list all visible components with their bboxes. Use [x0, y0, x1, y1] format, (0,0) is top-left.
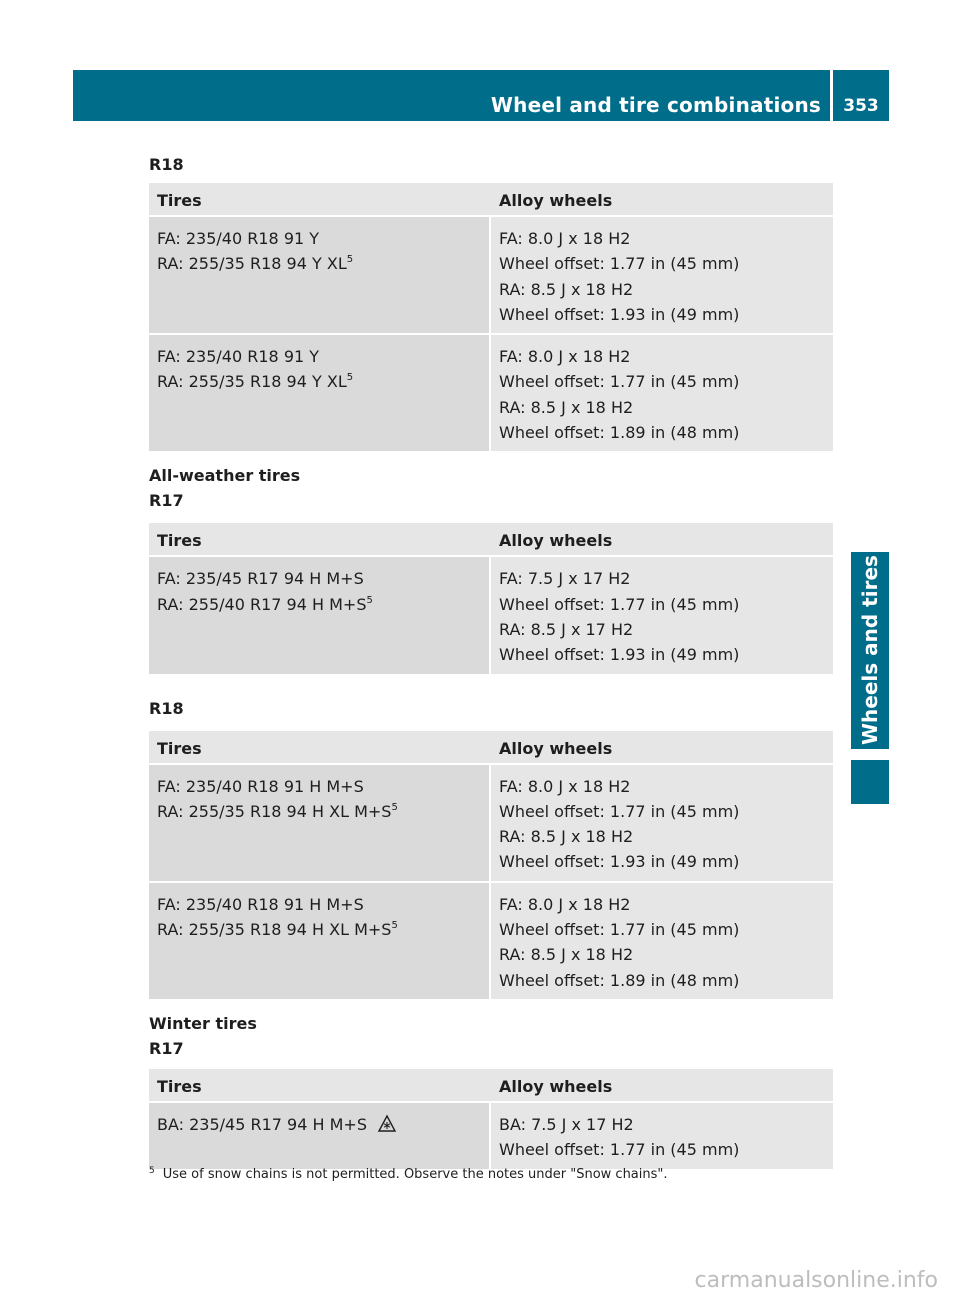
spacer [149, 721, 833, 731]
col-header-tires: Tires [157, 531, 202, 551]
col-header-tires: Tires [157, 738, 202, 758]
tire-line: FA: 235/40 R18 91 Y [157, 347, 320, 367]
spacer [149, 999, 833, 1011]
section-label: R17 [149, 491, 184, 511]
col-header-tires: Tires [157, 191, 202, 210]
tire-line: FA: 235/45 R17 94 H M+S [157, 569, 364, 589]
wheel-line: Wheel offset: 1.77 in (45 mm) [499, 1140, 740, 1160]
side-tab-label: Wheels and tires [858, 555, 882, 746]
col-header-wheels: Alloy wheels [499, 1076, 613, 1096]
table-row [149, 557, 833, 673]
table-row [149, 765, 833, 881]
footnote [149, 1166, 668, 1184]
table-row [149, 883, 833, 999]
table-header [149, 183, 833, 215]
tire-line [157, 1112, 481, 1137]
footnote-ref: 5 [366, 594, 373, 606]
wheel-line: Wheel offset: 1.77 in (45 mm) [499, 594, 740, 614]
wheel-line: Wheel offset: 1.77 in (45 mm) [499, 801, 740, 821]
tire-line [157, 799, 481, 824]
tire-text: RA: 255/35 R18 94 Y XL [157, 372, 347, 392]
wheel-line: RA: 8.5 J x 18 H2 [499, 827, 634, 847]
table-header [149, 731, 833, 763]
tire-line [157, 917, 481, 942]
wheel-line: Wheel offset: 1.77 in (45 mm) [499, 254, 740, 274]
tire-text: RA: 255/35 R18 94 Y XL [157, 254, 347, 274]
tire-line [157, 369, 481, 394]
table-header [149, 1069, 833, 1101]
wheel-line: Wheel offset: 1.77 in (45 mm) [499, 920, 740, 940]
section-label: R18 [149, 155, 184, 174]
wheel-line: RA: 8.5 J x 18 H2 [499, 397, 634, 417]
wheel-line: FA: 8.0 J x 18 H2 [499, 776, 631, 796]
header-bar [73, 70, 889, 121]
section-label: R18 [149, 698, 184, 718]
section-label: R17 [149, 1038, 184, 1058]
footnote-text: Use of snow chains is not permitted. Observe the notes under "Snow chains". [162, 1167, 668, 1182]
wheel-line: RA: 8.5 J x 17 H2 [499, 619, 634, 639]
tire-line: FA: 235/40 R18 91 H M+S [157, 894, 364, 914]
wheel-line: FA: 8.0 J x 18 H2 [499, 894, 631, 914]
table-row [149, 217, 833, 333]
section-heading: All-weather tires [149, 466, 301, 486]
wheel-line: FA: 7.5 J x 17 H2 [499, 569, 631, 589]
tire-table [149, 731, 833, 999]
wheels-cell [491, 217, 833, 333]
spacer [149, 674, 833, 696]
page-number: 353 [843, 96, 879, 116]
col-header-wheels: Alloy wheels [499, 531, 613, 551]
tire-table [149, 183, 833, 451]
wheels-cell [491, 765, 833, 881]
wheel-line: BA: 7.5 J x 17 H2 [499, 1114, 634, 1134]
wheel-line: Wheel offset: 1.93 in (49 mm) [499, 852, 740, 872]
wheel-line: Wheel offset: 1.77 in (45 mm) [499, 372, 740, 392]
tires-cell [149, 335, 489, 451]
tire-table [149, 523, 833, 673]
spacer [149, 513, 833, 523]
wheel-line: Wheel offset: 1.89 in (48 mm) [499, 970, 740, 990]
wheel-line: RA: 8.5 J x 18 H2 [499, 279, 634, 299]
wheel-line: Wheel offset: 1.93 in (49 mm) [499, 645, 740, 665]
spacer [149, 451, 833, 463]
wheel-line: Wheel offset: 1.89 in (48 mm) [499, 423, 740, 443]
content [149, 152, 833, 1169]
tires-cell [149, 765, 489, 881]
footnote-marker: 5 [149, 1166, 155, 1176]
page-title: Wheel and tire combinations [490, 93, 821, 117]
tire-text: BA: 235/45 R17 94 H M+S [157, 1114, 367, 1134]
wheel-line: RA: 8.5 J x 18 H2 [499, 945, 634, 965]
tires-cell [149, 557, 489, 673]
wheels-cell [491, 1103, 833, 1169]
tire-table [149, 1069, 833, 1169]
col-header-tires: Tires [157, 1076, 202, 1096]
wheels-cell [491, 557, 833, 673]
wheels-cell [491, 335, 833, 451]
spacer [149, 1061, 833, 1069]
footnote-ref: 5 [391, 920, 398, 932]
watermark: carmanualsonline.info [694, 1268, 938, 1293]
footnote-ref: 5 [346, 372, 354, 384]
tire-line [157, 251, 481, 276]
tire-text: RA: 255/40 R17 94 H M+S [157, 594, 367, 614]
footnote-ref: 5 [391, 801, 398, 813]
tire-line: FA: 235/40 R18 91 Y [157, 229, 320, 248]
tire-line [157, 592, 481, 617]
wheel-line: Wheel offset: 1.93 in (49 mm) [499, 304, 740, 324]
tire-text: RA: 255/35 R18 94 H XL M+S [157, 920, 392, 940]
side-tab-marker [851, 760, 889, 804]
wheel-line: FA: 8.0 J x 18 H2 [499, 347, 631, 367]
tires-cell [149, 1103, 489, 1169]
table-row [149, 1103, 833, 1169]
col-header-wheels: Alloy wheels [499, 191, 613, 210]
wheel-line: FA: 8.0 J x 18 H2 [499, 229, 631, 248]
wheels-cell [491, 883, 833, 999]
tires-cell [149, 883, 489, 999]
tire-line: FA: 235/40 R18 91 H M+S [157, 776, 364, 796]
snowflake-mountain-icon [377, 1113, 397, 1133]
table-row [149, 335, 833, 451]
section-heading: Winter tires [149, 1013, 257, 1033]
col-header-wheels: Alloy wheels [499, 738, 613, 758]
footnote-ref: 5 [346, 254, 354, 266]
tire-text: RA: 255/35 R18 94 H XL M+S [157, 801, 392, 821]
tires-cell [149, 217, 489, 333]
table-header [149, 523, 833, 555]
